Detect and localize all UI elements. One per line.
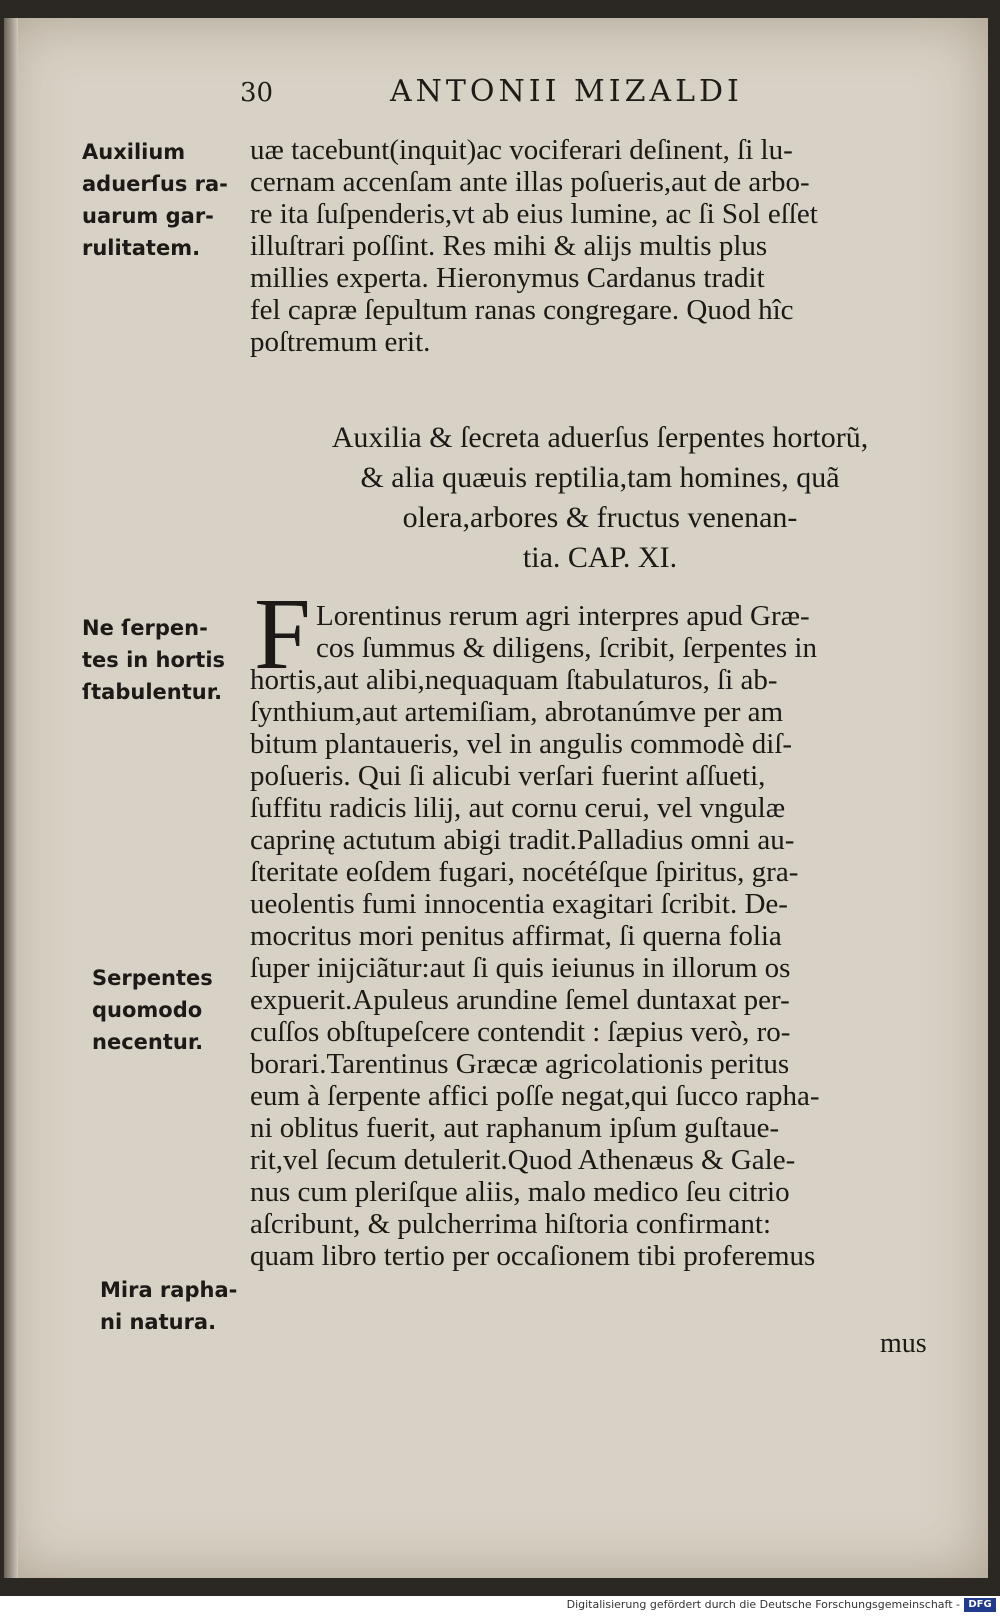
text-line: borari.Tarentinus Græcæ agricolationis peritus <box>250 1048 790 1080</box>
margin-line: Mira rapha- <box>100 1278 238 1302</box>
page-header <box>240 70 840 120</box>
text-line: Lorentinus rerum agri interpres apud Græ- <box>316 600 810 632</box>
text-line: rit,vel ſecum detulerit.Quod Athenæus & Gale- <box>250 1144 796 1176</box>
heading-line: Auxilia & ſecreta aduerſus ſerpentes hortorũ, <box>331 421 869 454</box>
page-number: 30 <box>240 78 274 108</box>
margin-line: aduerſus ra- <box>82 172 228 196</box>
margin-line: rulitatem. <box>82 236 201 260</box>
text-line: ſuffitu radicis lilij, aut cornu cerui, vel vngulæ <box>250 792 786 824</box>
heading-line: & alia quæuis reptilia,tam homines, quã <box>360 461 840 494</box>
dfg-logo: DFG <box>964 1598 996 1612</box>
text-line: cos ſummus & diligens, ſcribit, ſerpentes in <box>316 632 817 664</box>
margin-note-raphani <box>100 1274 270 1338</box>
text-line: aſcribunt, & pulcherrima hiſtoria confirmant: <box>250 1208 772 1240</box>
margin-note-serpentes-necentur <box>92 962 262 1058</box>
running-head: ANTONII MIZALDI <box>390 74 743 109</box>
margin-line: ni natura. <box>100 1310 217 1334</box>
digitization-footer <box>0 1596 1000 1618</box>
text-line: poſueris. Qui ſi alicubi verſari fuerint aſſueti, <box>250 760 766 792</box>
heading-line: tia. CAP. XI. <box>522 541 678 574</box>
margin-line: necentur. <box>92 1030 204 1054</box>
margin-line: tes in hortis <box>82 648 226 672</box>
paragraph-2 <box>250 664 950 1272</box>
heading-line: olera,arbores & fructus venenan- <box>402 501 798 534</box>
text-line: ſuper inijciãtur:aut ſi quis ieiunus in illorum os <box>250 952 791 984</box>
dfg-credit: Digitalisierung gefördert durch die Deutsche Forschungsgemeinschaft - <box>566 1598 960 1611</box>
text-line: ni oblitus fuerit, aut raphanum ipſum guſtaue- <box>250 1112 780 1144</box>
catchword: mus <box>880 1328 927 1359</box>
text-line: poſtremum erit. <box>250 326 431 358</box>
text-line: eum à ſerpente affici poſſe negat,qui ſucco rapha- <box>250 1080 820 1112</box>
margin-line: uarum gar- <box>82 204 214 228</box>
margin-line: quomodo <box>92 998 203 1022</box>
chapter-heading <box>250 418 950 578</box>
text-line: caprinę actutum abigi tradit.Palladius omni au- <box>250 824 795 856</box>
text-line: expuerit.Apuleus arundine ſemel duntaxat per- <box>250 984 790 1016</box>
text-line: fel capræ ſepultum ranas congregare. Quod hîc <box>250 294 794 326</box>
text-line: hortis,aut alibi,nequaquam ſtabulaturos, ſi ab- <box>250 664 778 696</box>
margin-note-auxilium <box>82 136 252 264</box>
margin-line: Auxilium <box>82 140 186 164</box>
text-line: bitum plantaueris, vel in angulis commodè diſ- <box>250 728 793 760</box>
text-line: mocritus mori penitus affirmat, ſi querna folia <box>250 920 782 952</box>
margin-line: Ne ſerpen- <box>82 616 208 640</box>
margin-note-serpentes-hortis <box>82 612 252 708</box>
text-line: nus cum pleriſque aliis, malo medico ſeu citrio <box>250 1176 790 1208</box>
text-line: cuſſos obſtupeſcere contendit : ſæpius verò, ro- <box>250 1016 791 1048</box>
text-line: re ita ſuſpenderis,vt ab eius lumine, ac ſi Sol eſſet <box>250 198 818 230</box>
paragraph-1 <box>250 134 950 358</box>
margin-line: ſtabulentur. <box>82 680 223 704</box>
text-line: illuſtrari poſſint. Res mihi & alijs multis plus <box>250 230 768 262</box>
text-line: quam libro tertio per occaſionem tibi proferemus <box>250 1240 816 1272</box>
text-line: ſteritate eoſdem fugari, nocétéſque ſpiritus, gra- <box>250 856 799 888</box>
paragraph-2-opening <box>316 600 956 664</box>
margin-line: Serpentes <box>92 966 213 990</box>
drop-cap: F <box>254 578 311 691</box>
page-gutter <box>4 18 18 1578</box>
text-line: uæ tacebunt(inquit)ac vociferari deſinent, ſi lu- <box>250 134 793 166</box>
text-line: ſynthium,aut artemiſiam, abrotanúmve per am <box>250 696 784 728</box>
text-line: cernam accenſam ante illas poſueris,aut de arbo- <box>250 166 810 198</box>
text-line: millies experta. Hieronymus Cardanus tradit <box>250 262 765 294</box>
text-line: ueolentis fumi innocentia exagitari ſcribit. De- <box>250 888 788 920</box>
